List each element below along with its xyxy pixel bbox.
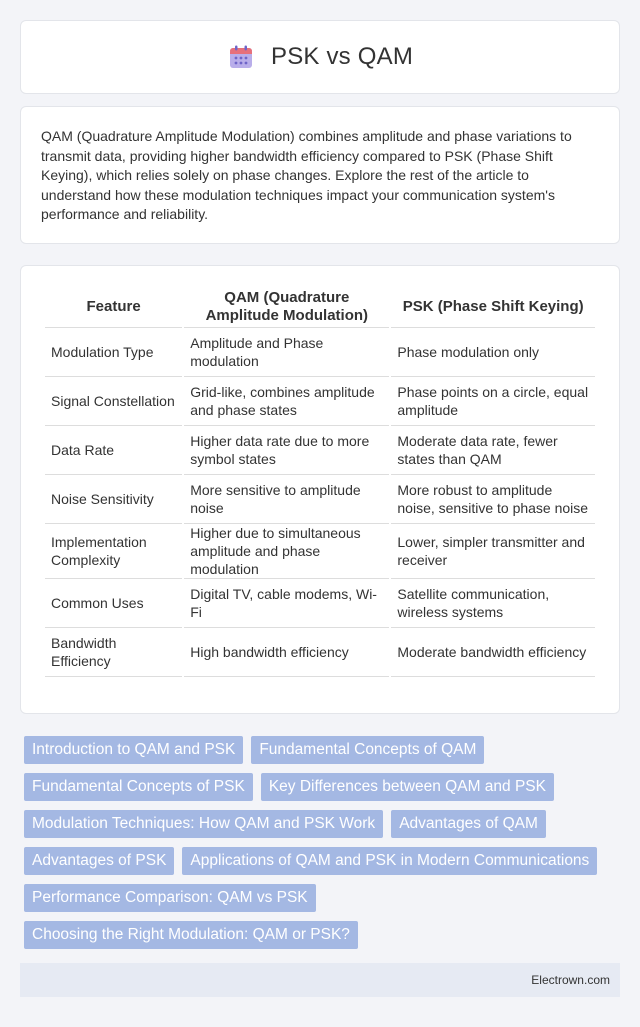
table-row (45, 328, 595, 377)
link-advantages-psk[interactable]: Advantages of PSK (24, 847, 174, 875)
table-cell-feature: Modulation Type (45, 328, 182, 377)
comparison-table (43, 286, 597, 677)
table-cell-qam: High bandwidth efficiency (184, 628, 389, 677)
table-cell-feature: Data Rate (45, 426, 182, 475)
link-key-differences[interactable]: Key Differences between QAM and PSK (261, 773, 554, 801)
table-cell-psk: Moderate bandwidth efficiency (391, 628, 595, 677)
table-cell-qam: Grid-like, combines amplitude and phase states (184, 377, 389, 426)
footer-site-name: Electrown.com (531, 973, 610, 987)
footer (20, 963, 620, 997)
table-header-row (45, 286, 595, 328)
intro-paragraph: QAM (Quadrature Amplitude Modulation) combines amplitude and phase variations to transmit data, providing higher bandwidth efficiency compared to PSK (Phase Shift Keying), which relies solely on phase changes. Explore the rest of the article to understand how these modulation techniques impact your communication system's performance and reliability. (41, 128, 572, 222)
related-links (20, 736, 620, 949)
table-cell-feature: Common Uses (45, 579, 182, 628)
link-introduction[interactable]: Introduction to QAM and PSK (24, 736, 243, 764)
comparison-table-card (20, 265, 620, 714)
table-header-feature: Feature (45, 286, 182, 328)
link-advantages-qam[interactable]: Advantages of QAM (391, 810, 546, 838)
link-applications[interactable]: Applications of QAM and PSK in Modern Communications (182, 847, 597, 875)
table-row (45, 426, 595, 475)
intro-card (20, 106, 620, 244)
table-cell-qam: More sensitive to amplitude noise (184, 475, 389, 524)
link-fundamental-qam[interactable]: Fundamental Concepts of QAM (251, 736, 484, 764)
table-header-qam: QAM (Quadrature Amplitude Modulation) (184, 286, 389, 328)
table-cell-psk: Satellite communication, wireless systems (391, 579, 595, 628)
table-cell-qam: Amplitude and Phase modulation (184, 328, 389, 377)
link-modulation-techniques[interactable]: Modulation Techniques: How QAM and PSK Work (24, 810, 383, 838)
table-row (45, 628, 595, 677)
table-cell-qam: Higher data rate due to more symbol states (184, 426, 389, 475)
table-row (45, 475, 595, 524)
table-cell-qam: Higher due to simultaneous amplitude and phase modulation (184, 524, 389, 579)
table-cell-psk: Phase points on a circle, equal amplitude (391, 377, 595, 426)
table-cell-feature: Implementation Complexity (45, 524, 182, 579)
table-cell-psk: More robust to amplitude noise, sensitive to phase noise (391, 475, 595, 524)
table-row (45, 579, 595, 628)
link-performance-comparison[interactable]: Performance Comparison: QAM vs PSK (24, 884, 316, 912)
table-cell-qam: Digital TV, cable modems, Wi-Fi (184, 579, 389, 628)
table-row (45, 377, 595, 426)
table-cell-psk: Lower, simpler transmitter and receiver (391, 524, 595, 579)
calendar-icon (227, 43, 255, 71)
link-fundamental-psk[interactable]: Fundamental Concepts of PSK (24, 773, 253, 801)
table-cell-psk: Moderate data rate, fewer states than QAM (391, 426, 595, 475)
table-cell-feature: Bandwidth Efficiency (45, 628, 182, 677)
table-row (45, 524, 595, 579)
table-cell-feature: Noise Sensitivity (45, 475, 182, 524)
link-choosing-modulation[interactable]: Choosing the Right Modulation: QAM or PSK? (24, 921, 358, 949)
title-card (20, 20, 620, 94)
page-title: PSK vs QAM (270, 43, 414, 70)
table-header-psk: PSK (Phase Shift Keying) (391, 286, 595, 328)
table-cell-feature: Signal Constellation (45, 377, 182, 426)
table-cell-psk: Phase modulation only (391, 328, 595, 377)
